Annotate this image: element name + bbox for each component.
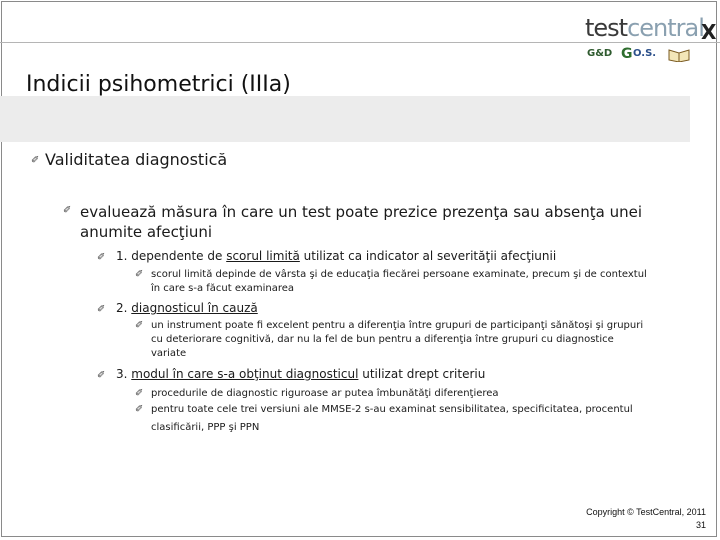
bullet-icon: ✐	[135, 388, 144, 399]
logo-wordmark	[585, 14, 704, 42]
item-2-prefix: 2.	[116, 301, 132, 315]
page-number: 31	[695, 520, 706, 530]
bullet-icon: ✐	[135, 269, 144, 280]
g-badge: G	[621, 46, 633, 62]
item-3-prefix: 3.	[116, 367, 132, 381]
item-3-suffix: utilizat drept criteriu	[358, 367, 486, 381]
testcentral-logo	[585, 14, 715, 70]
logo-word-test: test	[585, 14, 628, 42]
bullet-icon: ✐	[97, 370, 106, 381]
book-icon	[667, 46, 691, 62]
item-3-detail-1: procedurile de diagnostic riguroase ar putea îmbunătăţi diferenţierea	[151, 388, 499, 399]
definition-line-2: anumite afecţiuni	[80, 223, 213, 241]
item-1-detail-line-1: scorul limită depinde de vârsta şi de educaţia fiecărei persoane examinate, precum şi de contextul	[151, 269, 647, 280]
item-2-detail-line-2: cu deteriorare cognitivă, dar nu la fel de bun pentru a diferenţia între grupuri cu diagnostice	[151, 334, 614, 345]
item-3-detail-2-line-2: clasificării, PPP şi PPN	[151, 422, 260, 433]
bullet-icon: ✐	[97, 252, 106, 263]
bullet-icon: ✐	[63, 205, 72, 216]
item-1	[116, 249, 556, 263]
copyright-notice: Copyright © TestCentral, 2011	[586, 507, 706, 517]
item-3-detail-2-line-1: pentru toate cele trei versiuni ale MMSE-2 s-au examinat sensibilitatea, specificitatea, procentul	[151, 404, 633, 415]
item-1-prefix: 1. dependente de	[116, 249, 227, 263]
bullet-icon: ✐	[135, 404, 144, 415]
item-1-detail-line-2: în care s-a făcut examinarea	[151, 283, 295, 294]
slide-title: Indicii psihometrici (IIIa)	[26, 72, 291, 97]
item-3	[116, 367, 485, 381]
bullet-icon: ✐	[135, 320, 144, 331]
bullet-icon: ✐	[31, 155, 40, 166]
logo-partner-badges	[587, 44, 697, 66]
item-2	[116, 301, 258, 315]
definition-line-1: evaluează măsura în care un test poate prezice prezenţa sau absenţa unei	[80, 203, 643, 221]
item-2-detail-line-1: un instrument poate fi excelent pentru a diferenţia între grupuri de participanţi sănătoşi şi grupuri	[151, 320, 644, 331]
os-badge: O.S.	[633, 48, 657, 59]
gd-badge: G&D	[587, 48, 613, 59]
item-2-detail-line-3: variate	[151, 348, 187, 359]
heading-validitate: Validitatea diagnostică	[45, 150, 228, 169]
item-1-suffix: utilizat ca indicator al severităţii afecţiunii	[299, 249, 557, 263]
logo-word-central: central	[627, 14, 704, 42]
bullet-icon: ✐	[97, 304, 106, 315]
item-3-link[interactable]: modul în care s-a obţinut diagnosticul	[131, 367, 359, 381]
item-1-link[interactable]: scorul limită	[226, 249, 300, 263]
close-icon[interactable]: X	[701, 20, 717, 44]
title-band	[0, 96, 690, 142]
item-2-link[interactable]: diagnosticul în cauză	[131, 301, 258, 315]
